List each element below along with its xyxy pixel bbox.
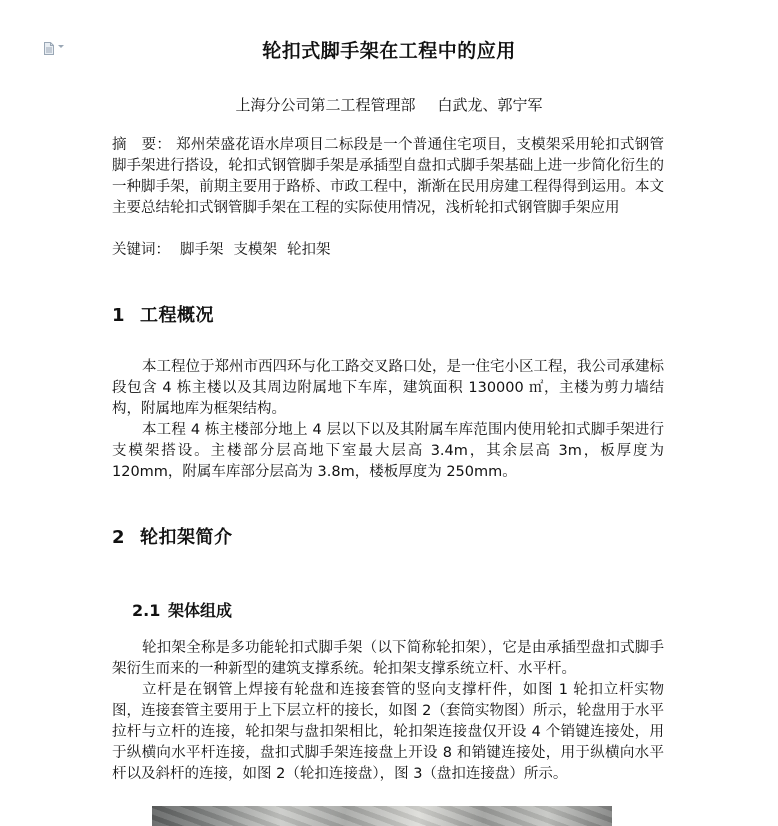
paragraph: 轮扣架全称是多功能轮扣式脚手架（以下简称轮扣架），它是由承插型盘扣式脚手架衍生而来的一种新型的建筑支撑系统。轮扣架支撑系统立杆、水平杆。 — [112, 640, 664, 677]
keyword: 脚手架 — [180, 242, 224, 258]
author-names: 白武龙、郭宁军 — [437, 96, 543, 114]
section-title: 轮扣架简介 — [140, 527, 233, 548]
section-number: 1 — [112, 305, 126, 326]
keyword: 轮扣架 — [287, 242, 331, 258]
section-title: 工程概况 — [140, 305, 214, 326]
section-number: 2 — [112, 527, 126, 548]
abstract: 摘 要： 郑州荣盛花语水岸项目二标段是一个普通住宅项目，支模架采用轮扣式钢管脚手架进行搭设，轮扣式钢管脚手架是承插型自盘扣式脚手架基础上进一步简化衍生的一种脚手架，前期主要用于路桥、市政工程中，渐渐在民用房建工程得得到运用。本文主要总结轮扣式钢管脚手架在工程的实际使用情况，浅析轮扣式钢管脚手架应用 — [112, 137, 664, 216]
keywords — [112, 240, 664, 261]
paragraph: 立杆是在钢管上焊接有轮盘和连接套管的竖向支撑杆件，如图 1 轮扣立杆实物图，连接套管主要用于上下层立杆的接长，如图 2（套筒实物图）所示，轮盘用于水平拉杆与立杆的连接，轮扣架与盘扣架相比，轮扣架连接盘仅开设 4 个销键连接处，用于纵横向水平杆连接，盘扣式脚手架连接盘上开设 8 和销键连接处，用于纵横向水平杆以及斜杆的连接，如图 2（轮扣连接盘），图 3（盘扣连接盘）所示。 — [112, 682, 664, 782]
keyword: 支模架 — [233, 242, 277, 258]
section-heading — [112, 523, 233, 549]
keywords-label: 关键词： — [112, 242, 170, 258]
author-organization: 上海分公司第二工程管理部 — [235, 96, 416, 114]
paragraph: 本工程位于郑州市西四环与化工路交叉路口处，是一住宅小区工程，我公司承建标段包含 4 栋主楼以及其周边附属地下车库，建筑面积 130000 ㎡，主楼为剪力墙结构，附属地库为框架结构。 — [112, 359, 664, 417]
section-body — [112, 638, 664, 785]
section-heading — [112, 301, 214, 327]
author-line — [0, 94, 778, 115]
subsection-heading — [132, 598, 232, 621]
figure-photo-texture — [152, 806, 612, 826]
subsection-number: 2.1 — [132, 601, 161, 620]
figure-photo — [152, 806, 612, 826]
section-body — [112, 357, 664, 483]
paragraph: 本工程 4 栋主楼部分地上 4 层以下以及其附属车库范围内使用轮扣式脚手架进行支模架搭设。主楼部分层高地下室最大层高 3.4m，其余层高 3m，板厚度为 120mm，附属车库部分层高为 3.8m，楼板厚度为 250mm。 — [112, 422, 664, 480]
subsection-title: 架体组成 — [168, 601, 233, 620]
document-title: 轮扣式脚手架在工程中的应用 — [262, 40, 516, 62]
